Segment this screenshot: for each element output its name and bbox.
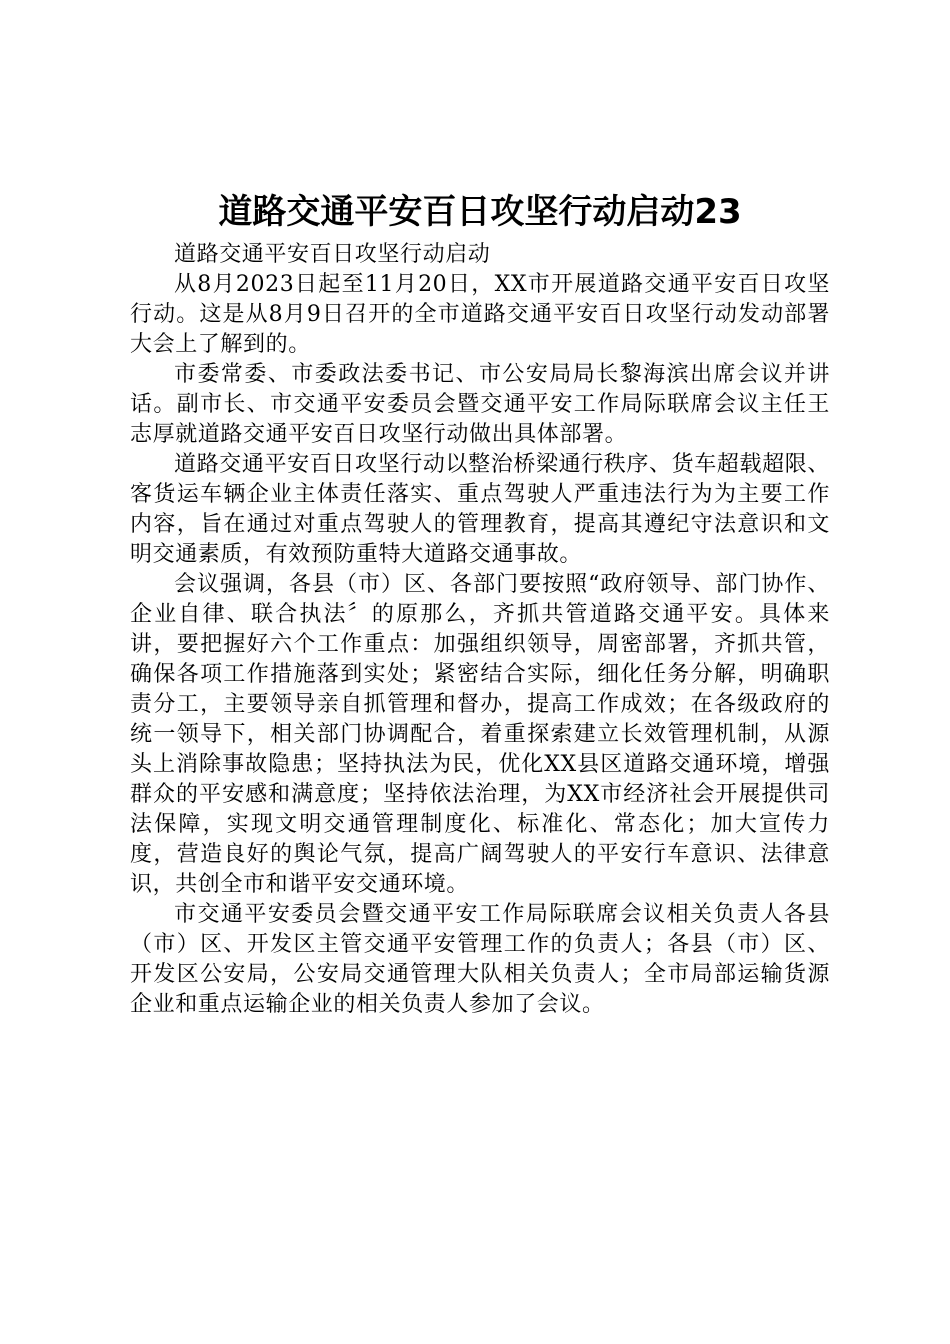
document-title: 道路交通平安百日攻坚行动启动23 xyxy=(218,192,742,232)
paragraph-2: 市委常委、市委政法委书记、市公安局局长黎海滨出席会议并讲话。副市长、市交通平安委员会暨交通平安工作局际联席会议主任王志厚就道路交通平安百日攻坚行动做出具体部署。 xyxy=(130,362,830,447)
paragraph-3: 道路交通平安百日攻坚行动以整治桥梁通行秩序、货车超载超限、客货运车辆企业主体责任落实、重点驾驶人严重违法行为为主要工作内容，旨在通过对重点驾驶人的管理教育，提高其遵纪守法意识和文明交通素质，有效预防重特大道路交通事故。 xyxy=(130,452,830,567)
paragraph-4: 会议强调，各县（市）区、各部门要按照“政府领导、部门协作、企业自律、联合执法〞的原那么，齐抓共管道路交通平安。具体来讲，要把握好六个工作重点：加强组织领导，周密部署，齐抓共管，确保各项工作措施落到实处；紧密结合实际，细化任务分解，明确职责分工，主要领导亲自抓管理和督办，提高工作成效；在各级政府的统一领导下，相关部门协调配合，着重探索建立长效管理机制，从源头上消除事故隐患；坚持执法为民，优化XX县区道路交通环境，增强群众的平安感和满意度；坚持依法治理，为XX市经济社会开展提供司法保障，实现文明交通管理制度化、标准化、常态化；加大宣传力度，营造良好的舆论气氛，提高广阔驾驶人的平安行车意识、法律意识，共创全市和谐平安交通环境。 xyxy=(130,572,830,897)
paragraph-1: 从8月2023日起至11月20日，XX市开展道路交通平安百日攻坚行动。这是从8月9日召开的全市道路交通平安百日攻坚行动发动部署大会上了解到的。 xyxy=(130,272,830,357)
document-page xyxy=(130,188,830,1020)
paragraph-5: 市交通平安委员会暨交通平安工作局际联席会议相关负责人各县（市）区、开发区主管交通平安管理工作的负责人；各县（市）区、开发区公安局，公安局交通管理大队相关负责人；全市局部运输货源企业和重点运输企业的相关负责人参加了会议。 xyxy=(130,902,830,1017)
paragraph-subtitle: 道路交通平安百日攻坚行动启动 xyxy=(174,242,491,267)
